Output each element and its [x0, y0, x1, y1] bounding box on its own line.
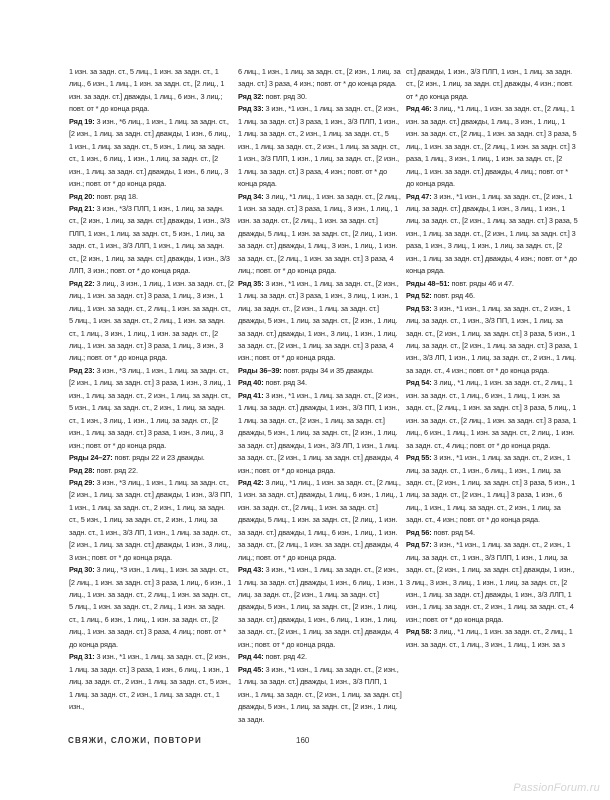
row-heading: Ряд 33:	[238, 104, 264, 114]
instruction-paragraph	[69, 278, 235, 365]
row-text: повт. ряд 42.	[263, 652, 307, 662]
row-text: 3 изн., *3/3 ПЛП, 1 изн., 1 лиц. за задн. ст., [2 изн., 1 лиц. за задн. ст.] дважды, 1 изн., 3/3 ПЛП, 1 изн., 1 лиц. за задн. ст., 5 изн., 1 лиц. за задн. ст., 1 изн., 3/3 ЛЛП, 1 изн., 1 лиц. за задн. ст., [2 изн., 1 лиц. за задн. ст.] дважды, 1 изн., 3/3 ЛЛП, 3 изн.; повт. от * до конца ряда.	[69, 203, 230, 276]
instruction-paragraph	[69, 191, 235, 203]
instruction-paragraph	[238, 191, 404, 278]
row-heading: Ряд 42:	[238, 477, 264, 487]
page-footer	[0, 736, 610, 748]
row-text: 3 изн., *1 изн., 1 лиц. за задн. ст., [2 изн., 1 лиц. за задн. ст.] дважды, 1 изн., 6 лиц., 1 изн., 1 лиц. за задн. ст., [2 изн., 1 лиц. за задн. ст.] дважды, 5 изн., 1 лиц. за задн. ст., [2 изн., 1 лиц. за задн. ст.] дважды, 1 изн., 6 лиц., 1 изн., 1 лиц. за задн. ст., [2 изн., 1 лиц. за задн. ст.] дважды, 4 изн.; повт. от * до конца ряда.	[238, 565, 404, 649]
row-text: повт. ряды 22 и 23 дважды.	[112, 453, 205, 463]
instruction-paragraph	[69, 465, 235, 477]
text-column-1	[69, 66, 235, 714]
row-text: 3 изн., *1 изн., 1 лиц. за задн. ст., [2 изн., 1 лиц. за задн. ст.] 3 раза, 1 изн., 3/3 ПЛП, 1 изн., 1 лиц. за задн. ст., 2 изн., 1 лиц. за задн. ст., 5 изн., 1 лиц. за задн. ст., 2 изн., 1 лиц. за задн. ст., 1 изн., 3/3 ПЛП, 1 изн., 1 лиц. за задн. ст., [2 изн., 1 лиц. за задн. ст.] 3 раза, 4 изн.; повт. от * до конца ряда.	[238, 104, 400, 189]
text-column-3	[406, 66, 578, 651]
instruction-paragraph	[69, 564, 235, 651]
row-text: 3 изн., *1 изн., 1 лиц. за задн. ст., 2 изн., 1 лиц. за задн. ст., 1 изн., 3/3 ПЛП, 1 изн., 1 лиц. за задн. ст., [2 изн., 1 лиц. за задн. ст.] дважды, 1 изн., 3 лиц., 3 изн., 3 лиц., 1 изн., 1 лиц. за задн. ст., [2 изн., 1 лиц. за задн. ст.] дважды, 1 изн., 3/3 ЛЛП, 1 изн., 1 лиц. за задн. ст., 2 изн., 1 лиц. за задн. ст., 4 изн.; повт. от * до конца ряда.	[406, 540, 575, 624]
instruction-paragraph	[406, 626, 578, 651]
row-text: 3 изн., *3 лиц., 1 изн., 1 лиц. за задн. ст., [2 изн., 1 лиц. за задн. ст.] дважды, 1 изн., 3/3 ПП, 1 изн., 1 лиц. за задн. ст., 2 изн., 1 лиц. за задн. ст., 5 изн., 1 лиц. за задн. ст., 2 изн., 1 лиц. за задн. ст., 1 изн., 3/3 ЛП, 1 изн., 1 лиц. за задн. ст., [2 изн., 1 лиц. за задн. ст.] дважды, 1 изн., 3 лиц., 3 изн.; повт. от * до конца ряда.	[69, 477, 233, 562]
row-text: повт. ряд 46.	[431, 291, 475, 301]
row-text: 3 лиц., *1 лиц., 1 изн. за задн. ст., [2 лиц., 1 изн. за задн. ст.] 3 раза, 1 лиц., 3 изн., 1 лиц., 1 изн. за задн. ст., [2 лиц., 1 изн. за задн. ст.] дважды, 5 лиц., 1 изн. за задн. ст., [2 лиц., 1 изн. за задн. ст.] дважды, 1 лиц., 3 изн., 1 лиц., 1 изн. за задн. ст., [2 лиц., 1 изн. за задн. ст.] 3 раза, 4 лиц.; повт. от * до конца ряда.	[238, 191, 401, 276]
row-heading: Ряд 44:	[238, 652, 264, 662]
text-column-2	[238, 66, 404, 726]
row-heading: Ряд 56:	[406, 527, 432, 537]
row-heading: Ряд 19:	[69, 116, 95, 126]
instruction-paragraph	[69, 203, 235, 278]
row-heading: Ряд 57:	[406, 540, 432, 550]
instruction-paragraph	[238, 365, 404, 377]
watermark: PassionForum.ru	[513, 782, 600, 794]
row-heading: Ряд 21:	[69, 203, 95, 213]
row-heading: Ряд 55:	[406, 453, 432, 463]
row-text: повт. ряды 34 и 35 дважды.	[281, 365, 374, 375]
row-heading: Ряд 34:	[238, 191, 264, 201]
row-heading: Ряд 40:	[238, 378, 264, 388]
row-text: 3 изн., *1 изн., 1 лиц. за задн. ст., 2 изн., 1 лиц. за задн. ст., 1 изн., 3/3 ПП, 1 изн., 1 лиц. за задн. ст., [2 изн., 1 лиц. за задн. ст.] 3 раза, 5 изн., 1 лиц. за задн. ст., [2 изн., 1 лиц. за задн. ст.] 3 раза, 1 изн., 3/3 ЛП, 1 изн., 1 лиц. за задн. ст., 2 изн., 1 лиц. за задн. ст., 4 изн.; повт. от * до конца ряда.	[406, 303, 578, 375]
instruction-paragraph	[406, 452, 578, 527]
instruction-paragraph	[69, 477, 235, 564]
row-heading: Ряд 53:	[406, 303, 432, 313]
row-heading: Ряд 46:	[406, 104, 432, 114]
row-heading: Ряд 28:	[69, 465, 95, 475]
row-heading: Ряд 22:	[69, 278, 95, 288]
instruction-paragraph	[238, 278, 404, 365]
row-text: 3 лиц., *1 лиц., 1 изн. за задн. ст., [2 лиц., 1 изн. за задн. ст.] дважды, 1 лиц., 3 изн., 1 лиц., 1 изн. за задн. ст., [2 лиц., 1 изн. за задн. ст.] 3 раза, 5 лиц., 1 изн. за задн. ст., [2 лиц., 1 изн. за задн. ст.] 3 раза, 1 лиц., 3 изн., 1 лиц., 1 изн. за задн. ст., [2 лиц., 1 изн. за задн. ст.] дважды, 4 лиц.; повт. от * до конца ряда.	[406, 104, 577, 189]
row-heading: Ряд 45:	[238, 664, 264, 674]
row-text: 3 лиц., *1 лиц., 1 изн. за задн. ст., [2 лиц., 1 изн. за задн. ст.] дважды, 1 лиц., 6 изн., 1 лиц., 1 изн. за задн. ст., [2 лиц., 1 изн. за задн. ст.] дважды, 5 лиц., 1 изн. за задн. ст., [2 лиц., 1 изн. за задн. ст.] дважды, 1 лиц., 6 изн., 1 лиц., 1 изн. за задн. ст., [2 лиц., 1 изн. за задн. ст.] дважды, 4 лиц.; повт. от * до конца ряда.	[238, 477, 404, 562]
magazine-title: СВЯЖИ, СЛОЖИ, ПОВТОРИ	[68, 736, 202, 745]
row-text: повт. ряд 18.	[94, 191, 138, 201]
instruction-paragraph	[238, 564, 404, 651]
row-text: 3 лиц., 3 изн., 1 лиц., 1 изн. за задн. ст., [2 лиц., 1 изн. за задн. ст.] 3 раза, 1 лиц., 3 изн., 1 лиц., 1 изн. за задн. ст., 2 лиц., 1 изн. за задн. ст., 5 лиц., 1 изн. за задн. ст., 2 лиц., 1 изн. за задн. ст., 1 лиц., 3 изн., 1 лиц., 1 изн. за задн. ст., [2 лиц., 1 изн. за задн. ст.] 3 раза, 1 лиц., 3 изн., 3 лиц.; повт. от * до конца ряда.	[69, 278, 234, 363]
row-heading: Ряд 43:	[238, 565, 264, 575]
row-text: 3 изн., *1 изн., 1 лиц. за задн. ст., [2 изн., 1 лиц. за задн. ст.] дважды, 1 изн., 3/3 ПЛП, 1 изн., 1 лиц. за задн. ст., [2 изн., 1 лиц. за задн. ст.] дважды, 5 изн., 1 лиц. за задн. ст., [2 изн., 1 лиц. за задн.	[238, 664, 402, 724]
instruction-paragraph	[69, 452, 235, 464]
instruction-paragraph	[69, 651, 235, 713]
row-text: 3 лиц., *1 лиц., 1 изн. за задн. ст., 2 лиц., 1 изн. за задн. ст., 1 лиц., 6 изн., 1 лиц., 1 изн. за задн. ст., [2 лиц., 1 изн. за задн. ст.] 3 раза, 5 лиц., 1 изн. за задн. ст., [2 лиц., 1 изн. за задн. ст.] 3 раза, 1 лиц., 6 изн., 1 лиц., 1 изн. за задн. ст., 2 лиц., 1 изн. за задн. ст., 4 лиц.; повт. от * до конца ряда.	[406, 378, 577, 450]
row-heading: Ряд 58:	[406, 627, 432, 637]
row-text: 6 лиц., 1 изн., 1 лиц. за задн. ст., [2 изн., 1 лиц. за задн. ст.] 3 раза, 4 изн.; повт. от * до конца ряда.	[238, 67, 401, 89]
instruction-paragraph	[406, 66, 578, 103]
instruction-paragraph	[238, 651, 404, 663]
row-text: 3 изн., *6 лиц., 1 изн., 1 лиц. за задн. ст., [2 изн., 1 лиц. за задн. ст.] дважды, 1 изн., 6 лиц., 1 изн., 1 лиц. за задн. ст., 5 изн., 1 лиц. за задн. ст., 1 изн., 6 лиц., 1 изн., 1 лиц. за задн. ст., [2 изн., 1 лиц. за задн. ст.] дважды, 1 изн., 6 лиц., 3 изн.; повт. от * до конца ряда.	[69, 116, 231, 189]
instruction-paragraph	[69, 66, 235, 116]
instruction-paragraph	[238, 103, 404, 190]
row-heading: Ряд 41:	[238, 390, 264, 400]
instruction-paragraph	[406, 191, 578, 278]
row-heading: Ряд 32:	[238, 91, 264, 101]
row-text: повт. ряды 46 и 47.	[449, 278, 514, 288]
row-heading: Ряд 47:	[406, 191, 432, 201]
instruction-paragraph	[406, 377, 578, 452]
row-text: 3 изн., *3 лиц., 1 изн., 1 лиц. за задн. ст., [2 изн., 1 лиц. за задн. ст.] 3 раза, 1 изн., 3 лиц., 1 изн., 1 лиц. за задн. ст., 2 изн., 1 лиц. за задн. ст., 5 изн., 1 лиц. за задн. ст., 2 изн., 1 лиц. за задн. ст., 1 изн., 3 лиц., 1 изн., 1 лиц. за задн. ст., [2 изн., 1 лиц. за задн. ст.] 3 раза, 1 изн., 3 лиц., 3 изн.; повт. от * до конца ряда.	[69, 365, 232, 450]
row-heading: Ряды 48–51:	[406, 278, 450, 288]
row-text: повт. ряд 54.	[431, 527, 475, 537]
row-text: 3 изн., *1 изн., 1 лиц. за задн. ст., [2 изн., 1 лиц. за задн. ст.] дважды, 1 изн., 3/3 ПП, 1 изн., 1 лиц. за задн. ст., [2 изн., 1 лиц. за задн. ст.] дважды, 5 изн., 1 лиц. за задн. ст., [2 изн., 1 лиц. за задн. ст.] дважды, 1 изн., 3/3 ЛП, 1 изн., 1 лиц. за задн. ст., [2 изн., 1 лиц. за задн. ст.] дважды, 4 изн.; повт. от * до конца ряда.	[238, 390, 400, 475]
instruction-paragraph	[69, 365, 235, 452]
instruction-paragraph	[238, 390, 404, 477]
row-heading: Ряд 35:	[238, 278, 264, 288]
instruction-paragraph	[406, 527, 578, 539]
page-number: 160	[296, 736, 310, 745]
row-text: 3 изн., *1 изн., 1 лиц. за задн. ст., [2 изн., 1 лиц. за задн. ст.] 3 раза, 1 изн., 3 лиц., 1 изн., 1 лиц. за задн. ст., [2 изн., 1 лиц. за задн. ст.] дважды, 5 изн., 1 лиц. за задн. ст., [2 изн., 1 лиц. за задн. ст.] дважды, 1 изн., 3 лиц., 1 изн., 1 лиц. за задн. ст., [2 изн., 1 лиц. за задн. ст.] 3 раза, 4 изн.; повт. от * до конца ряда.	[238, 278, 399, 363]
instruction-paragraph	[238, 66, 404, 91]
instruction-paragraph	[406, 303, 578, 378]
instruction-paragraph	[238, 91, 404, 103]
row-text: повт. ряд 22.	[94, 465, 138, 475]
row-heading: Ряды 24–27:	[69, 453, 113, 463]
row-heading: Ряд 20:	[69, 191, 95, 201]
row-text: ст.] дважды, 1 изн., 3/3 ПЛП, 1 изн., 1 лиц. за задн. ст., [2 изн., 1 лиц. за задн. ст.] дважды, 4 изн.; повт. от * до конца ряда.	[406, 67, 573, 101]
instruction-paragraph	[406, 278, 578, 290]
row-text: 3 лиц., *3 изн., 1 лиц., 1 изн. за задн. ст., [2 лиц., 1 изн. за задн. ст.] 3 раза, 1 лиц., 6 изн., 1 лиц., 1 изн. за задн. ст., 2 лиц., 1 изн. за задн. ст., 5 лиц., 1 изн. за задн. ст., 2 лиц., 1 изн. за задн. ст., 1 лиц., 6 изн., 1 лиц., 1 изн. за задн. ст., [2 лиц., 1 изн. за задн. ст.] 3 раза, 4 лиц.; повт. от * до конца ряда.	[69, 565, 232, 649]
row-text: повт. ряд 34.	[263, 378, 307, 388]
instruction-paragraph	[238, 477, 404, 564]
row-text: 3 изн., *1 изн., 1 лиц. за задн. ст., 2 изн., 1 лиц. за задн. ст., 1 изн., 6 лиц., 1 изн., 1 лиц. за задн. ст., [2 изн., 1 лиц. за задн. ст.] 3 раза, 5 изн., 1 лиц. за задн. ст., [2 изн., 1 лиц.] 3 раза, 1 изн., 6 лиц., 1 изн., 1 лиц. за задн. ст., 2 изн., 1 лиц. за задн. ст., 4 изн.; повт. от * до конца ряда.	[406, 453, 576, 525]
row-text: 3 изн., *1 изн., 1 лиц. за задн. ст., [2 изн., 1 лиц. за задн. ст.] дважды, 1 изн., 3 лиц., 1 изн., 1 лиц. за задн. ст., [2 изн., 1 лиц. за задн. ст.] 3 раза, 5 изн., 1 лиц. за задн. ст., [2 изн., 1 лиц. за задн. ст.] 3 раза, 1 изн., 3 лиц., 1 изн., 1 лиц. за задн. ст., [2 изн., 1 лиц. за задн. ст.] дважды, 4 изн.; повт. от * до конца ряда.	[406, 191, 578, 276]
row-heading: Ряд 31:	[69, 652, 95, 662]
row-heading: Ряд 29:	[69, 477, 95, 487]
instruction-paragraph	[406, 103, 578, 190]
instruction-paragraph	[406, 539, 578, 626]
row-text: 1 изн. за задн. ст., 5 лиц., 1 изн. за задн. ст., 1 лиц., 6 изн., 1 лиц., 1 изн. за задн. ст., [2 лиц., 1 изн. за задн. ст.] дважды, 1 лиц., 6 изн., 3 лиц.; повт. от * до конца ряда.	[69, 67, 225, 114]
row-text: повт. ряд 30.	[263, 91, 307, 101]
instruction-paragraph	[69, 116, 235, 191]
instruction-paragraph	[406, 290, 578, 302]
instruction-paragraph	[238, 377, 404, 389]
row-heading: Ряд 30:	[69, 565, 95, 575]
row-text: 3 изн., *1 изн., 1 лиц. за задн. ст., [2 изн., 1 лиц. за задн. ст.] 3 раза, 1 изн., 6 лиц., 1 изн., 1 лиц. за задн. ст., 2 изн., 1 лиц. за задн. ст., 5 изн., 1 лиц. за задн. ст., 2 изн., 1 лиц. за задн. ст., 1 изн.,	[69, 652, 231, 712]
row-heading: Ряды 36–39:	[238, 365, 282, 375]
instruction-paragraph	[238, 664, 404, 726]
row-heading: Ряд 54:	[406, 378, 432, 388]
row-heading: Ряд 23:	[69, 365, 95, 375]
row-heading: Ряд 52:	[406, 291, 432, 301]
row-text: 3 лиц., *1 лиц., 1 изн. за задн. ст., 2 лиц., 1 изн. за задн. ст., 1 лиц., 3 изн., 1 лиц., 1 изн. за з	[406, 627, 573, 649]
